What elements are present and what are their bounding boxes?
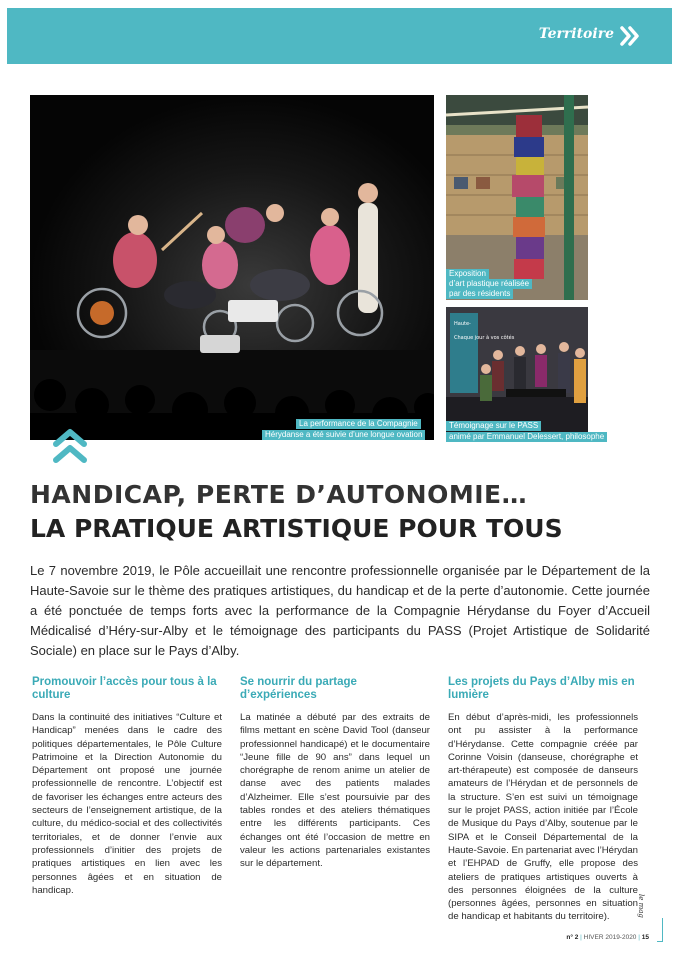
banner-logo-text: Haute-	[454, 321, 471, 327]
corner-decoration	[657, 918, 663, 942]
article-column-1	[32, 676, 222, 897]
photo-dance-performance	[30, 95, 434, 440]
caption-line: La performance de la Compagnie	[299, 419, 418, 428]
article-column-3	[448, 676, 638, 924]
section-header-bar	[7, 8, 672, 64]
headline-line-1: HANDICAP, PERTE D’AUTONOMIE…	[30, 480, 528, 509]
caption-line: Exposition	[449, 269, 486, 278]
article-column-2	[240, 676, 430, 871]
lead-paragraph: Le 7 novembre 2019, le Pôle accueillait une rencontre professionnelle organisée par le Département de la Haute-Savoie sur le thème des pratiques artistiques, du handicap et de la perte d’autonomie. Cette journée a été ponctuée de temps forts avec la performance de la Compagnie Hérydanse du Foyer d’Accueil Médicalisé d’Héry-sur-Alby et le témoignage des participants du PASS (Projet Artistique de Solidarité Sociale) en place sur le Pays d’Alby.	[30, 563, 650, 658]
caption-line: Hérydanse a été suivie d’une longue ovation	[265, 430, 423, 439]
column-body: En début d’après-midi, les professionnels ont pu assister à la performance d’Hérydanse. Cette compagnie créée par Corinne Voisin (danseuse, chorégraphe et art-thérapeute) est composée de danseurs amateurs de l’Hérydan et de personnels de la structure. S’en est suivi un témoignage sur le projet PASS, action initiée par l’École de Musique du Pays d’Alby, soutenue par le SIPA et le Conseil Départemental de la Haute-Savoie. En partenariat avec l’Hérydan et l’EHPAD de Gruffy, elle propose des ateliers de pratiques artistiques ouverts à des personnes éloignées de la culture (personnes âgées, personnes en situation de handicap et habitants du territoire).	[448, 712, 638, 923]
column-title: Se nourrir du partage d’expériences	[240, 676, 357, 701]
headline-line-2: LA PRATIQUE ARTISTIQUE POUR TOUS	[30, 514, 563, 543]
caption-main-photo-2	[262, 430, 425, 440]
caption-line: par des résidents	[449, 289, 511, 298]
column-title: Promouvoir l’accès pour tous à la culture	[32, 676, 217, 701]
page-number: 15	[641, 934, 649, 941]
column-body: La matinée a débuté par des extraits de films mettant en scène David Tool (danseur professionnel handicapé) et le documentaire “Jeune fille de 90 ans” dans lequel un chorégraphe de renom anime un atelier de danse avec des patients malades d’Alzheimer. Elle s’est poursuivie par des tables rondes et des ateliers thématiques entre les différents participants. Ces échanges ont été l’occasion de mettre en valeur les actions partenariales existantes sur le département.	[240, 712, 430, 870]
dance-performance-illustration	[30, 95, 434, 440]
double-chevron-up-icon	[50, 424, 90, 468]
caption-line: animé par Emmanuel Delessert, philosophe	[449, 432, 605, 441]
double-chevron-right-icon	[618, 24, 642, 48]
issue-number: n° 2	[566, 934, 579, 941]
section-title: Territoire	[538, 26, 614, 42]
column-title: Les projets du Pays d’Alby mis en lumière	[448, 676, 635, 701]
caption-line: Témoignage sur le PASS	[449, 421, 539, 430]
caption-art-exhibition-2	[446, 279, 532, 289]
caption-art-exhibition-1	[446, 269, 489, 279]
caption-round-table-2	[446, 432, 607, 442]
caption-line: d’art plastique réalisée	[449, 279, 530, 288]
issue-season: HIVER 2019-2020	[583, 934, 637, 941]
side-magazine-label: le mag	[637, 894, 645, 918]
caption-art-exhibition-3	[446, 289, 513, 299]
footer-separator: |	[638, 934, 640, 941]
banner-slogan: Chaque jour à vos côtés	[454, 335, 515, 341]
page-footer	[566, 934, 649, 941]
caption-round-table-1	[446, 421, 541, 431]
column-body: Dans la continuité des initiatives “Culture et Handicap” menées dans le cadre des politiques départementales, le Pôle Culture Patrimoine et la Direction Autonomie du Département ont proposé une journée professionnelle de rencontre. L’objectif est de favoriser les échanges entre acteurs des secteurs de l’enseignement artistique, de la culture, du médico-social et des collectivités territoriales, et de donner l’envie aux professionnels d’initier des projets de pratiques artistiques en lien avec les personnes âgées et en situation de handicap.	[32, 712, 222, 896]
footer-separator: |	[580, 934, 582, 941]
caption-main-photo	[296, 419, 421, 429]
